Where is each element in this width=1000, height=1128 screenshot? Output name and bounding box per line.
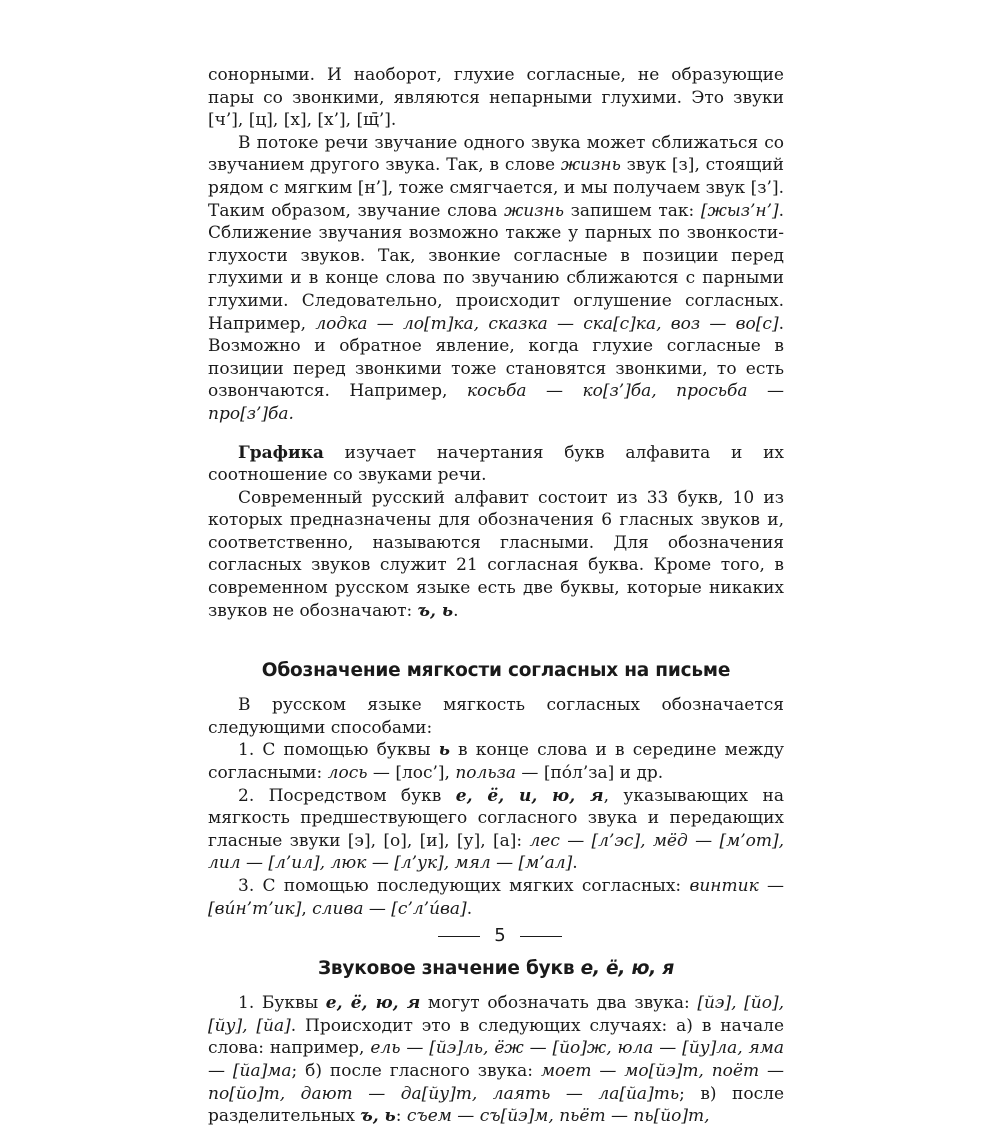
text-run: 1. С помощью буквы bbox=[238, 740, 439, 761]
text-run: ; в) после разделительных bbox=[208, 1083, 785, 1127]
text-run: изучает начертания букв алфавита и их соотношение со звуками речи. bbox=[208, 442, 784, 486]
paragraph-assimilation bbox=[208, 132, 784, 426]
text-run: 2. Посредством букв bbox=[238, 785, 456, 806]
list-item-soft-consonants bbox=[208, 875, 784, 920]
text-run: съем — съ[йэ]м, пьёт — пь[йо]т, bbox=[406, 1106, 710, 1127]
paragraph-sonorous: сонорными. И наоборот, глухие согласные, не образующие пары со звонкими, являются непарными глухими. Это звуки [ч’], [ц], [х], [х’], [щ̄’]. bbox=[208, 65, 784, 131]
list-item-soft-sign bbox=[208, 739, 784, 784]
text-run: в конце слова и в середине между согласными: bbox=[208, 740, 784, 784]
text-run: жизнь bbox=[560, 155, 621, 176]
text-run: могут обозначать два звука: bbox=[420, 993, 698, 1014]
text-run: 3. С помощью последующих мягких согласных: bbox=[238, 876, 690, 896]
text-run: , bbox=[301, 898, 313, 919]
text-run: ; б) после гласного звука: bbox=[291, 1060, 541, 1081]
section-heading-softness: Обозначение мягкости согласных на письме bbox=[261, 660, 731, 682]
text-run: Графика bbox=[238, 442, 324, 463]
text-run: — [лос’], bbox=[367, 763, 456, 784]
text-run: [ви́н’т’ик] bbox=[208, 898, 302, 919]
text-run: . bbox=[453, 600, 459, 621]
paragraph-two-sounds bbox=[208, 992, 784, 1128]
text-run: . Возможно и обратное явление, когда глухие согласные в позиции перед звонкими тоже становятся звонкими, то есть озвончаются. Например, bbox=[208, 313, 784, 402]
text-run: . bbox=[572, 853, 578, 874]
text-run: : bbox=[395, 1106, 407, 1127]
text-run: звук [з], стоящий рядом с мягким [н’], тоже смягчается, и мы получаем звук [з’]. Таким образом, звучание слова bbox=[208, 155, 784, 221]
page-number: 5 bbox=[494, 925, 506, 946]
text-run: польза bbox=[455, 763, 517, 784]
text-run: ъ, ь bbox=[360, 1106, 396, 1127]
page-body bbox=[208, 64, 784, 1128]
text-run: . Сближение звучания возможно также у парных по звонкости-глухости звуков. Так, звонкие согласные в позиции перед глухими и в конце слова по звучанию сближаются с парными глухими. Следовательно, происходит оглушение согласных. Например, bbox=[208, 200, 785, 334]
text-run: , указывающих на мягкость предшествующего согласного звука и передающих гласные звуки [э], [о], [и], [у], [а]: bbox=[208, 785, 784, 851]
text-run: — [по́л’за] и др. bbox=[516, 763, 664, 784]
list-item-vowel-letters bbox=[208, 785, 784, 875]
text-run: — bbox=[363, 898, 392, 919]
text-run: 1. Буквы bbox=[238, 993, 326, 1014]
text-run: . Происходит это в следующих случаях: а) в начале слова: например, bbox=[208, 1015, 784, 1059]
paragraph-alphabet bbox=[208, 487, 784, 623]
text-run: лес — [л’эс], мёд — [м’от], лил — [л’ил], люк — [л’ук], мял — [м’ал] bbox=[208, 830, 784, 874]
text-run: [йэ], [йо], [йу], [йа] bbox=[208, 993, 784, 1036]
text-run: ель — [йэ]ль, ёж — [йо]ж, юла — [йу]ла, яма — [йа]ма bbox=[208, 1038, 784, 1081]
text-run: жизнь bbox=[503, 200, 564, 221]
page-footer bbox=[0, 925, 1000, 946]
section-heading-sound-value bbox=[208, 956, 784, 982]
text-run: [с’л’и́ва] bbox=[391, 898, 467, 919]
footer-rule-left bbox=[438, 936, 480, 937]
text-run: лось bbox=[327, 763, 368, 784]
heading-letters: е, ё, ю, я bbox=[580, 958, 675, 980]
footer-rule-right bbox=[520, 936, 562, 937]
text-run: Современный русский алфавит состоит из 33 букв, 10 из которых предназначены для обозначения 6 гласных звуков и, соответственно, называются гласными. Для обозначения согласных звуков служит 21 согласная буква. Кроме того, в современном русском языке есть две буквы, которые никаких звуков не обозначают: bbox=[208, 487, 784, 621]
text-run: запишем так: bbox=[563, 200, 701, 221]
text-run: косьба — ко[з’]ба, просьба — про[з’]ба. bbox=[208, 381, 784, 424]
text-run: винтик bbox=[689, 876, 759, 896]
paragraph-graphics-definition bbox=[208, 442, 784, 487]
text-run: моет — мо[йэ]т, поёт — по[йо]т, дают — да[йу]т, лаять — ла[йа]ть bbox=[208, 1060, 785, 1104]
text-run: слива bbox=[312, 898, 364, 919]
text-run: лодка — ло[т]ка, сказка — ска[с]ка, воз — во[с] bbox=[315, 313, 779, 334]
text-run: . bbox=[466, 898, 473, 919]
text-run: — bbox=[758, 876, 785, 896]
text-run: [жыз’н’] bbox=[700, 200, 779, 221]
heading-text: Звуковое значение букв bbox=[317, 958, 581, 980]
text-run: е, ё, ю, я bbox=[325, 993, 421, 1014]
text-run: В потоке речи звучание одного звука может сближаться со звучанием другого звука. Так, в слове bbox=[208, 132, 784, 176]
text-run: ъ, ь bbox=[417, 600, 454, 621]
text-run: е, ё, и, ю, я bbox=[455, 785, 604, 806]
paragraph-softness-intro: В русском языке мягкость согласных обозначается следующими способами: bbox=[208, 695, 784, 738]
text-run: ь bbox=[438, 740, 450, 761]
